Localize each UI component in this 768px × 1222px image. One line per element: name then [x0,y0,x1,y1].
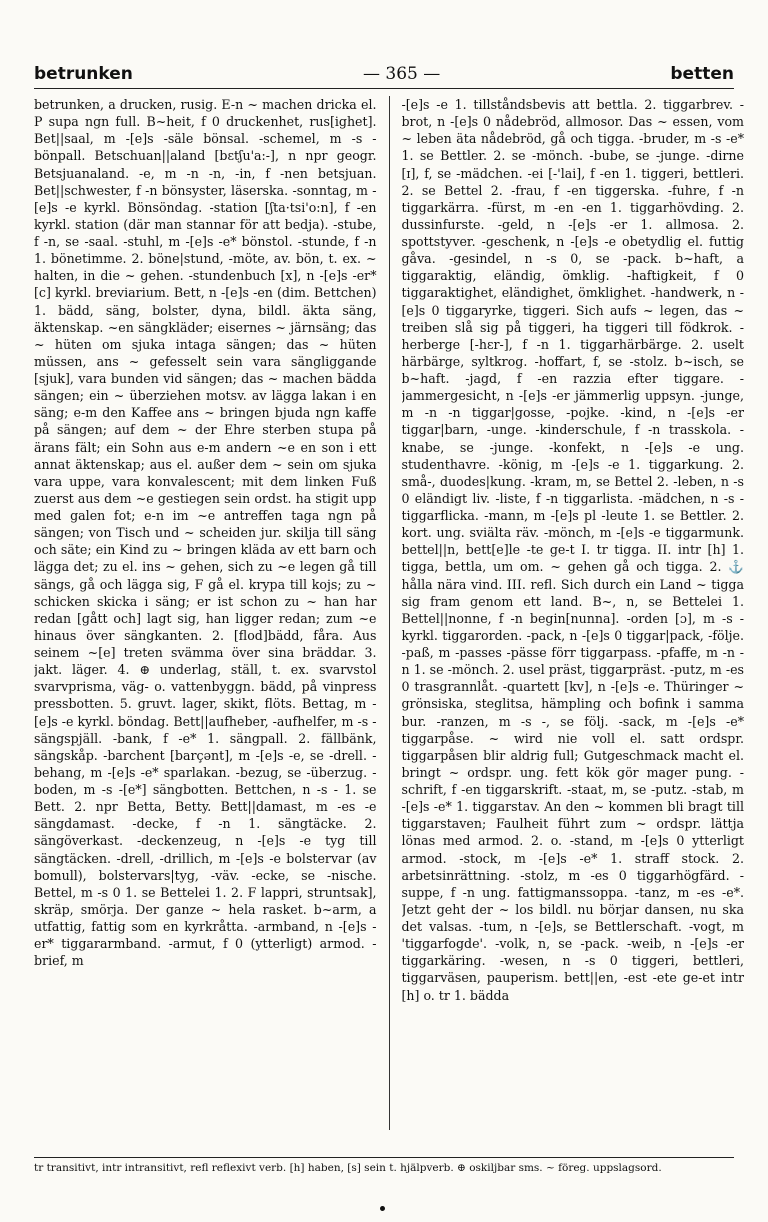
column-divider [389,96,390,1130]
page-number: — 365 — [363,64,441,84]
left-column [34,96,377,1130]
abbreviation-footer: tr transitivt, intr intransitivt, refl reflexivt verb. [h] haben, [s] sein t. hjälpverb. ⊕ oskiljbar sms. ~ föreg. uppslagsord. [34,1157,734,1180]
right-column [402,96,745,1130]
right-guide-word: betten [670,64,734,84]
text-columns [34,96,744,1130]
bottom-dot [380,1206,385,1211]
left-column-text: betrunken, a drucken, rusig. E-n ~ machen dricka el. P supa ngn full. B~heit, f 0 druckenhet, rus[ighet]. Bet||saal, m -[e]s -säle bönsal. -schemel, m -s - bönpall. Betschuan||aland [bɛtʃu'a:-], n npr geogr. Betsjuanaland. -e, m -n -n, -in, f -nen betsjuan. Bet||schwester, f -n bönsyster, läserska. -sonntag, m -[e]s -e kyrkl. Bönsöndag. -station [ʃta·tsi'o:n], f -en kyrkl. station (där man stannar för att bedja). -stube, f -n, se -saal. -stuhl, m -[e]s -e* bönstol. -stunde, f -n 1. bönetimme. 2. böne|stund, -möte, av. bön, t. ex. ~ halten, in die ~ gehen. -stundenbuch [x], n -[e]s -er* [c] kyrkl. breviarium. Bett, n -[e]s -en (dim. Bettchen) 1. bädd, säng, bolster, dyna, bildl. äkta säng, äktenskap. ~en sängkläder; eisernes ~ järnsäng; das ~ hüten om sjuka intaga sängen; das ~ hüten müssen, ans ~ gefesselt sein vara sängliggande [sjuk], vara bunden vid sängen; das ~ machen bädda sängen; ein ~ überziehen motsv. av lägga lakan i en säng; e-m den Kaffee ans ~ bringen bjuda ngn kaffe på sängen; auf dem ~ der Ehre sterben stupa på ärans fält; ein Sohn aus e-m andern ~e en son i ett annat äktenskap; aus el. außer dem ~ sein om sjuka vara uppe, vara konvalescent; mit dem linken Fuß zuerst aus dem ~e gestiegen sein ordst. ha stigit upp med galen fot; e-n im ~e antreffen taga ngn på sängen; von Tisch und ~ scheiden jur. skilja till säng och säte; ein Kind zu ~ bringen kläda av ett barn och lägga det; zu el. ins ~ gehen, sich zu ~e legen gå till sängs, gå och lägga sig, F gå el. krypa till kojs; zu ~ schicken skicka i säng; er ist schon zu ~ han har redan [gått och] lagt sig, han ligger redan; zum ~e hinaus över sängkanten. 2. [flod]bädd, fåra. Aus seinem ~[e] treten svämma över sina bräddar. 3. jakt. läger. 4. ⊕ underlag, ställ, t. ex. svarvstol svarvprisma, väg- o. vattenbyggn. bädd, på vinpress pressbotten. 5. gruvt. lager, skikt, flöts. Bettag, m -[e]s -e kyrkl. böndag. Bett||aufheber, -aufhelfer, m -s - sängspjäll. -bank, f -e* 1. sängpall. 2. fällbänk, sängskåp. -barchent [barçənt], m -[e]s -e, se -drell. -behang, m -[e]s -e* sparlakan. -bezug, se -überzug. -boden, m -s -[e*] sängbotten. Bettchen, n -s - 1. se Bett. 2. npr Betta, Betty. Bett||damast, m -es -e sängdamast. -decke, f -n 1. sängtäcke. 2. sängöverkast. -deckenzeug, n -[e]s -e tyg till sängtäcken. -drell, -drillich, m -[e]s -e bolstervar (av bomull), bolstervars|tyg, -väv. -ecke, se -nische. Bettel, m -s 0 1. se Bettelei 1. 2. F lappri, struntsak], skräp, smörja. Der ganze ~ hela rasket. b~arm, a utfattig, fattig som en kyrkråtta. -armband, n -[e]s -er* tiggararmband. -armut, f 0 (ytterligt) armod. -brief, m [34,97,377,969]
right-column-text: -[e]s -e 1. tillståndsbevis att bettla. 2. tiggarbrev. -brot, n -[e]s 0 nådebröd, allmosor. Das ~ essen, vom ~ leben äta nådebröd, gå och tigga. -bruder, m -s -e* 1. se Bettler. 2. se -mönch. -bube, se -junge. -dirne [ɪ], f, se -mädchen. -ei [-'lai], f -en 1. tiggeri, bettleri. 2. se Bettel 2. -frau, f -en tiggerska. -fuhre, f -n tiggarkärra. -fürst, m -en -en 1. tiggarhövding. 2. dussinfurste. -geld, n -[e]s -er 1. allmosa. 2. spottstyver. -geschenk, n -[e]s -e obetydlig el. futtig gåva. -gesindel, n -s 0, se -pack. b~haft, a tiggaraktig, eländig, ömklig. -haftigkeit, f 0 tiggaraktighet, eländighet, ömklighet. -handwerk, n -[e]s 0 tiggaryrke, tiggeri. Sich aufs ~ legen, das ~ treiben slå sig på tiggeri, ha tiggeri till födkrok. -herberge [-hɛr-], f -n 1. tiggarhärbärge. 2. uselt härbärge, syltkrog. -hoffart, f, se -stolz. b~isch, se b~haft. -jagd, f -en razzia efter tiggare. -jammergesicht, n -[e]s -er jämmerlig uppsyn. -junge, m -n -n tiggar|gosse, -pojke. -kind, n -[e]s -er tiggar|barn, -unge. -kinderschule, f -n trasskola. -knabe, se -junge. -konfekt, n -[e]s -e ung. studenthavre. -könig, m -[e]s -e 1. tiggarkung. 2. små-, duodes|kung. -kram, m, se Bettel 2. -leben, n -s 0 eländigt liv. -liste, f -n tiggarlista. -mädchen, n -s - tiggarflicka. -mann, m -[e]s pl -leute 1. se Bettler. 2. kort. ung. sviälta räv. -mönch, m -[e]s -e tiggarmunk. bettel||n, bett[e]le -te ge-t I. tr tigga. II. intr [h] 1. tigga, bettla, um om. ~ gehen gå och tigga. 2. ⚓ hålla nära vind. III. refl. Sich durch ein Land ~ tigga sig fram genom ett land. B~, n, se Bettelei 1. Bettel||nonne, f -n begin[nunna]. -orden [ɔ], m -s - kyrkl. tiggarorden. -pack, n -[e]s 0 tiggar|pack, -följe. -paß, m -passes -pässe förr tiggarpass. -pfaffe, m -n -n 1. se -mönch. 2. usel präst, tiggarpräst. -putz, m -es 0 trasgrannlåt. -quartett [kv], n -[e]s -e. Thüringer ~ grönsiska, steglitsa, hämpling och bofink i samma bur. -ranzen, m -s -, se följ. -sack, m -[e]s -e* tiggarpåse. ~ wird nie voll el. satt ordspr. tiggarpåsen blir aldrig full; Gutgeschmack macht el. bringt ~ ordspr. ung. fett kök gör mager pung. -schrift, f -en tiggarskrift. -staat, m, se -putz. -stab, m -[e]s -e* 1. tiggarstav. An den ~ kommen bli bragt till tiggarstaven; Faulheit führt zum ~ ordspr. lättja lönas med armod. 2. o. -stand, m -[e]s 0 ytterligt armod. -stock, m -[e]s -e* 1. straff stock. 2. arbetsinrättning. -stolz, m -es 0 tiggarhögfärd. -suppe, f -n ung. fattigmanssoppa. -tanz, m -es -e*. Jetzt geht der ~ los bildl. nu börjar dansen, nu ska det valsas. -tum, n -[e]s, se Bettlerschaft. -vogt, m 'tiggarfogde'. -volk, n, se -pack. -weib, n -[e]s -er tiggarkäring. -wesen, n -s 0 tiggeri, bettleri, tiggarväsen, pauperism. bett||en, -est -ete ge-et intr [h] o. tr 1. bädda [401,97,744,1003]
left-guide-word: betrunken [34,64,133,84]
running-head [34,58,734,89]
